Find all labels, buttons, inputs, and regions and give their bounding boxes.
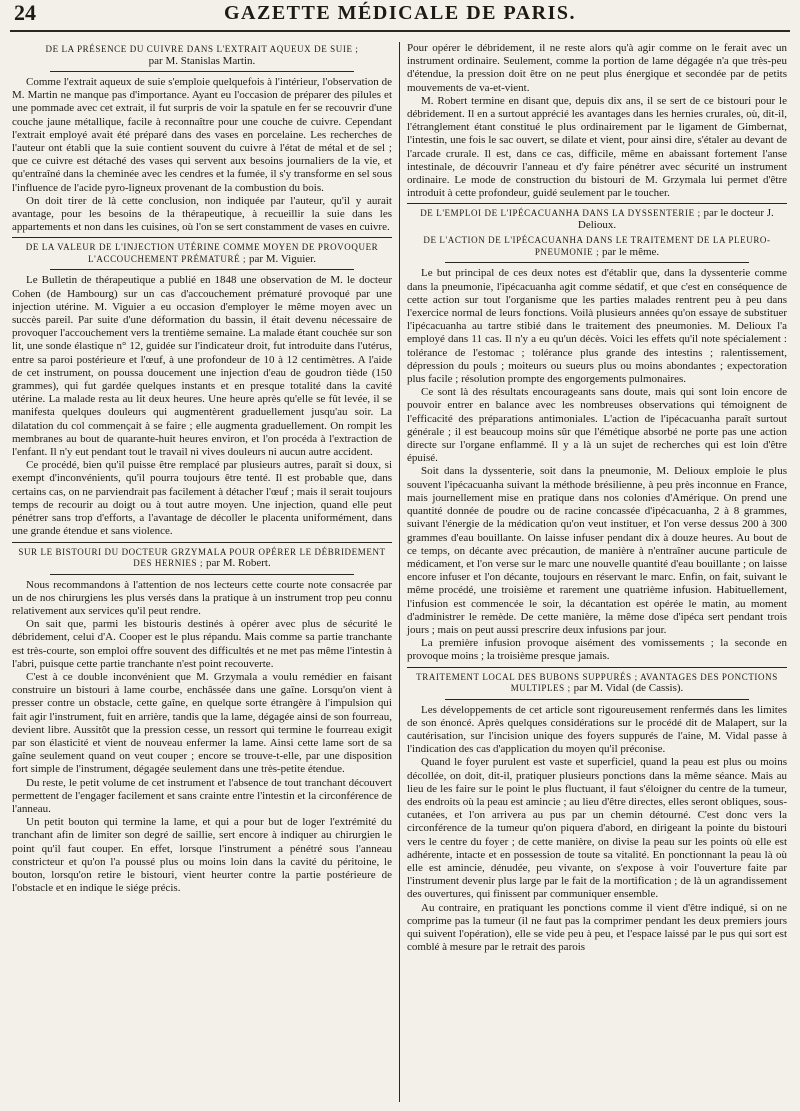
article-heading-injection bbox=[12, 242, 392, 265]
heading-text: TRAITEMENT LOCAL DES BUBONS SUPPURÉS ; AVANTAGES DES PONCTIONS MULTIPLES ; bbox=[416, 671, 778, 694]
article-heading-bistouri bbox=[12, 547, 392, 570]
heading-text: DE LA PRÉSENCE DU CUIVRE DANS L'EXTRAIT AQUEUX DE SUIE ; bbox=[45, 44, 359, 54]
divider bbox=[50, 269, 354, 270]
paragraph: Ce procédé, bien qu'il puisse être remplacé par plusieurs autres, paraît si doux, si exempt d'inconvénients, qu'il pourra toujours être tenté. Il est probable que, dans certains cas, on ne parviendrait pas facilement à détacher l'œuf ; mais il serait toujours temps de recourir au doigt ou à tout autre moyen. Une injection, quand elle peut pénétrer sans trop d'efforts, a l'avantage de décoller le placenta uniformément, dans une grande étendue et sans violence. bbox=[12, 459, 392, 538]
paragraph: Un petit bouton qui termine la lame, et qui a pour but de loger l'extrémité du tranchant afin de limiter son degré de saillie, sert encore à indiquer au chirurgien le point qu'il faut couper. En effet, lorsque l'instrument a pénétré sous l'anneau constricteur et qu'on l'a poussé plus ou moins loin dans la cavité du péritoine, le bouton, lorsqu'on retire le bistouri, vient heurter contre la partie postérieure de l'obstacle et en indique le siége précis. bbox=[12, 816, 392, 895]
paragraph: Le but principal de ces deux notes est d'établir que, dans la dyssenterie comme dans la pneumonie, l'ipécacuanha agit comme sédatif, et que c'est en conséquence de cette action sur tout l'organisme que les parties malades rentrent peu à peu dans l'exercice normal de leurs fonctions. Voilà plusieurs années qu'on essaye de substituer l'ipécacuanha au tartre stibié dans le traitement des pneumonies. M. Delioux l'a employé dans 11 cas. Il n'y a eu qu'un décès. Voici les effets qu'il note spécialement : tolérance de l'estomac ; tolérance plus grande des intestins ; ralentissement, dépression du pouls ; moiteurs ou sueurs plus ou moins abondantes ; expectoration plus facile ; résolution prompte des engorgements pulmonaires. bbox=[407, 267, 787, 386]
paragraph: Soit dans la dyssenterie, soit dans la pneumonie, M. Delioux emploie le plus souvent l'ipécacuanha suivant la méthode brésilienne, à peu près inconnue en France, mais journellement mise en pratique dans nos colonies d'Amérique. On prend une quantité donnée de poudre ou de racine concassée d'ipécacuanha, 2 à 8 grammes, suivant l'énergie de la médication qu'on veut instituer, et l'on verse dessus 200 à 300 grammes d'eau bouillante. On laisse infuser pendant dix à douze heures. Au bout de ce temps, on décante avec précaution, de manière à n'entraîner aucune particule de médicament, et l'on verse sur le marc une nouvelle quantité d'eau bouillante ; on laisse encore infuser et l'on décante, toujours en réservant le marc. Enfin, on fait, suivant le même procédé, une troisième et rarement une quatrième infusion. Habituellement, l'infusion est commencée le soir, la décantation est opérée le matin, au moment d'administrer le remède. De cette manière, la même dose d'ipéca sert pendant trois jours ; mais on peut aussi prescrire deux infusions par jour. bbox=[407, 465, 787, 636]
article-heading-bubons bbox=[407, 672, 787, 695]
paragraph: Le Bulletin de thérapeutique a publié en 1848 une observation de M. le docteur Cohen (de Hambourg) sur un cas d'accouchement prématuré provoqué par une injection utérine. M. Viguier a eu occasion d'employer le même moyen avec un succès pareil. Par suite d'une déformation du bassin, il était devenu nécessaire de provoquer l'accouchement vers la trentième semaine. La malade étant couchée sur son lit, une sonde élastique n° 12, guidée sur l'indicateur droit, fut introduite dans l'utérus, entre sa paroi postérieure et l'œuf, à une profondeur de 10 à 12 centimètres. A l'aide de cet instrument, on poussa doucement une injection d'eau de goudron tiède (150 grammes), qui fut gardée quelques instants et en presque totalité dans la cavité utérine. La malade resta au lit deux heures. Une heure après qu'elle se fût levée, il se manifesta quelques douleurs qui augmentèrent graduellement jusqu'au soir. La dilatation du col commençait à se faire ; elle augmenta graduellement. On rompit les membranes au bout de quarante-huit heures environ, et l'on procéda à l'extraction de l'enfant. Il n'y eut pendant tout le travail ni vives douleurs ni aucun autre accident. bbox=[12, 274, 392, 459]
article-heading-dyssenterie bbox=[407, 208, 787, 231]
paragraph: On sait que, parmi les bistouris destinés à opérer avec plus de sécurité le débridement, celui d'A. Cooper est le plus répandu. Mais comme sa partie tranchante est très-courte, son emploi offre souvent des difficultés et ne met pas même l'intestin à l'abri, puisque cette partie tranchante n'est point recouverte. bbox=[12, 618, 392, 670]
paragraph: On doit tirer de là cette conclusion, non indiquée par l'auteur, qu'il y aurait avantage, pour les besoins de la thérapeutique, à recueillir la suie dans les appartements et non dans les cuisines, où l'on se sert constamment de vases en cuivre. bbox=[12, 194, 392, 234]
paragraph: Ce sont là des résultats encourageants sans doute, mais qui sont loin encore de pouvoir entrer en balance avec les nombreuses observations qui témoignent de l'efficacité des préparations antimoniales. L'action de l'ipécacuanha paraît surtout générale ; il est beaucoup moins sûr que l'émétique absorbé ne porte pas une action directe sur l'organe enflammé. Il y a là un sujet de recherches qui est loin d'être épuisé. bbox=[407, 386, 787, 465]
paragraph: La première infusion provoque aisément des vomissements ; la seconde en provoque moins ; la troisième presque jamais. bbox=[407, 637, 787, 663]
paragraph: Quand le foyer purulent est vaste et superficiel, quand la peau est plus ou moins décollée, on doit, dit-il, pratiquer plusieurs ponctions dans la même séance. Mais au lieu de les faire sur le point le plus fluctuant, il faut s'éloigner du centre de la tumeur, des endroits où la peau est amincie ; au lieu d'être directes, elles seront obliques, sous-cutanées, et l'on arrivera au pus par un chemin détourné. C'est donc vers la circonférence de la tumeur qu'on piquera d'abord, en dirigeant la pointe du bistouri vers le centre du foyer ; de cette manière, on divise la peau sur les points où elle est adhérente, intacte et en possession de toute sa vitalité. En ponctionnant la peau là où elle est amincie, dénudée, peu vivante, on s'expose à voir l'ouverture faite par l'instrument devenir plus large par le fait de la mortification ; de là un agrandissement des ouvertures, qui finissent par communiquer ensemble. bbox=[407, 756, 787, 901]
text-columns bbox=[6, 42, 794, 1102]
paragraph: Nous recommandons à l'attention de nos lecteurs cette courte note consacrée par un de nos chirurgiens les plus versés dans la pratique à un instrument trop peu connu relativement aux services qu'il peut rendre. bbox=[12, 578, 392, 617]
masthead bbox=[10, 0, 790, 32]
divider bbox=[12, 237, 392, 238]
divider bbox=[12, 542, 392, 543]
divider bbox=[407, 667, 787, 668]
heading-text: DE L'EMPLOI DE L'IPÉCACUANHA DANS LA DYSSENTERIE ; bbox=[420, 208, 701, 219]
heading-text: SUR LE BISTOURI DU DOCTEUR GRZYMALA POUR OPÉRER LE DÉBRIDEMENT DES HERNIES ; bbox=[18, 546, 386, 568]
right-column bbox=[401, 42, 793, 1102]
divider bbox=[407, 203, 787, 204]
heading-author: par le même. bbox=[602, 245, 660, 258]
page-number: 24 bbox=[14, 0, 36, 25]
paragraph: Pour opérer le débridement, il ne reste alors qu'à agir comme on le ferait avec un instrument ordinaire. Seulement, comme la portion de lame dégagée n'a que très-peu d'étendue, la pression doit être on ne peut plus énergique et secondée par de petits mouvements de va-et-vient. bbox=[407, 42, 787, 94]
paragraph: C'est à ce double inconvénient que M. Grzymala a voulu remédier en faisant construire un bistouri à lame courbe, enchâssée dans une gaîne. Lorsqu'on vient à presser contre un obstacle, cette gaîne, en quelque sorte étrangère à l'impulsion qui fait agir l'instrument, fuit en arrière, tandis que la lame, dégagée ainsi de son fourreau, devient libre. Aussitôt que la pression cesse, un ressort qui termine le fourreau exigit par son élasticité et vient de nouveau enfermer la lame. Ainsi cette lame sort de sa gaîne seulement quand on veut couper ; encore se trouve-t-elle, par une disposition fort simple de l'instrument, dégagée seulement dans une très-petite étendue. bbox=[12, 670, 392, 776]
paragraph: Du reste, le petit volume de cet instrument et l'absence de tout tranchant découvert permettent de l'engager facilement et sans crainte entre l'intestin et la circonférence de l'anneau. bbox=[12, 776, 392, 815]
left-column bbox=[6, 42, 398, 1102]
heading-author: par M. Vidal (de Cassis). bbox=[573, 682, 684, 695]
journal-title: GAZETTE MÉDICALE DE PARIS. bbox=[223, 2, 577, 24]
heading-author: par M. Stanislas Martin. bbox=[148, 54, 256, 67]
column-divider bbox=[399, 42, 400, 1102]
heading-author: par M. Robert. bbox=[205, 557, 271, 569]
paragraph: Comme l'extrait aqueux de suie s'emploie quelquefois à l'intérieur, l'observation de M. Martin ne manque pas d'importance. Ayant eu l'occasion de préparer des pilules et une pommade avec cet extrait, il fut surpris de voir la spatule en fer se recouvrir d'une couche jaune métallique, facile à reconnaître pour une couche de cuivre. Cependant l'extrait employé avait été préparé dans des vases en porcelaine. Les recherches de l'auteur ont établi que la suie contient souvent du cuivre à l'état de métal et de sel ; que ce cuivre est détaché des vases qui servent aux besoins journaliers de la vie, et qu'entraîné dans la cheminée avec les cendres et la fumée, il s'y transforme en sel sous l'influence de l'acide pyro-ligneux provenant de la combustion du bois. bbox=[12, 76, 392, 194]
divider bbox=[445, 262, 749, 263]
heading-author: par le docteur J. Delioux. bbox=[577, 207, 774, 231]
paragraph: Au contraire, en pratiquant les ponctions comme il vient d'être indiqué, si on ne comprime pas la tumeur (il ne faut pas la comprimer pendant les deux premiers jours qui suivent l'opération), elle se vide peu à peu, et l'espace laissé par le pus qui sort est comblé à mesure par le retrait des parois bbox=[407, 901, 787, 954]
divider bbox=[50, 574, 354, 575]
heading-text: DE LA VALEUR DE L'INJECTION UTÉRINE COMME MOYEN DE PROVOQUER L'ACCOUCHEMENT PRÉMATURÉ ; bbox=[25, 242, 379, 264]
paragraph: M. Robert termine en disant que, depuis dix ans, il se sert de ce bistouri pour le débridement. Il en a surtout apprécié les avantages dans les hernies crurales, où, dit-il, l'étranglement étant constitué le plus ordinairement par le ligament de Gimbernat, l'intestin, une fois le sac ouvert, se dilate et vient, pour ainsi dire, s'étaler au devant de l'arcade crurale. Il est, dans ce cas, difficile, même en abaissant fortement l'anse intestinale, de découvrir l'anneau et d'y faire pénétrer avec sécurité un instrument ordinaire. Le mode de construction du bistouri de M. Grzymala lui permet d'être introduit à cette profondeur, guidé seulement par le toucher. bbox=[407, 94, 787, 200]
heading-text: DE L'ACTION DE L'IPÉCACUANHA DANS LE TRAITEMENT DE LA PLEURO-PNEUMONIE ; bbox=[423, 235, 771, 257]
heading-author: par M. Viguier. bbox=[248, 252, 316, 265]
article-heading-cuivre bbox=[12, 44, 392, 67]
article-heading-pleuropneumonie bbox=[407, 235, 787, 258]
divider bbox=[50, 71, 354, 72]
divider bbox=[445, 699, 749, 700]
paragraph: Les développements de cet article sont rigoureusement renfermés dans les limites de son énoncé. Après quelques considérations sur le procédé dit de Malapert, sur la cautérisation, sur l'incision unique des foyers suppurés de l'aine, M. Vidal passe à l'indication des cas d'application du moyen qu'il préconise. bbox=[407, 703, 787, 756]
